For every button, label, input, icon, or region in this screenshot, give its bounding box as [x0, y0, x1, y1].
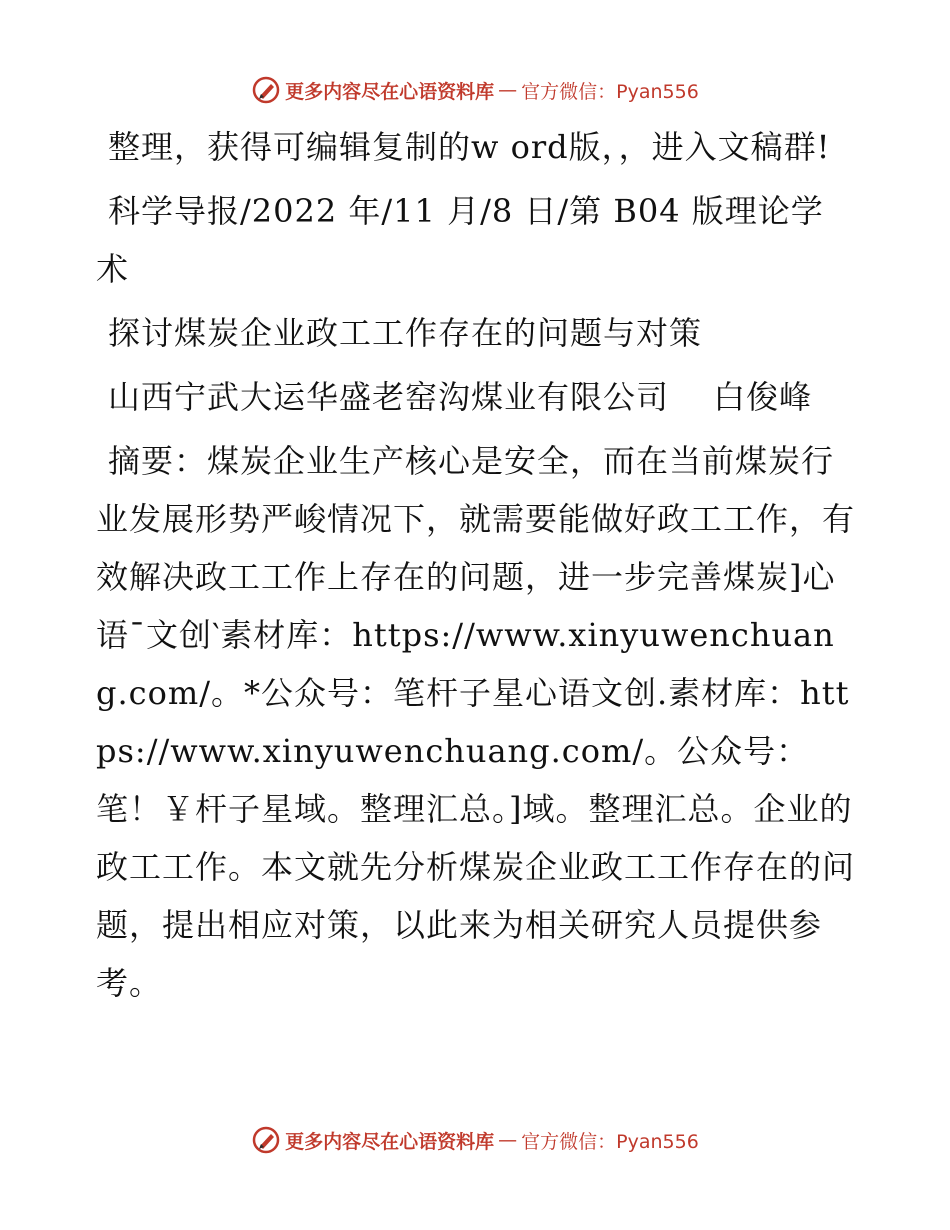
banner-separator: —	[498, 79, 518, 101]
banner-main-text: 更多内容尽在心语资料库	[285, 80, 495, 103]
abstract-paragraph: 摘要：煤炭企业生产核心是安全，而在当前煤炭行业发展形势严峻情况下，就需要能做好政工工作，有效解决政工工作上存在的问题，进一步完善煤炭]心语¯文创‵素材库：https://www.xinyuwenchuang.com/。*公众号：笔杆子星心语文创.素材库：https://www.xinyuwenchuang.com/。公众号：笔！￥杆子星域。整理汇总。]域。整理汇总。企业的政工工作。本文就先分析煤炭企业政工工作存在的问题，提出相应对策，以此来为相关研究人员提供参考。	[96, 442, 856, 1002]
intro-paragraph: 整理，获得可编辑复制的w ord版，，进入文稿群!	[108, 128, 831, 166]
author-line: 山西宁武大运华盛老窑沟煤业有限公司 白俊峰	[108, 378, 813, 416]
document-body	[96, 118, 856, 1018]
banner-wechat-text: 官方微信：Pyan556	[521, 1130, 699, 1153]
pen-circle-logo-icon	[251, 1125, 281, 1155]
source-line: 科学导报/2022 年/11 月/8 日/第 B04 版理论学术	[96, 192, 824, 288]
pen-circle-logo-icon	[251, 75, 281, 105]
banner-wechat-text: 官方微信：Pyan556	[521, 80, 699, 103]
banner-main-text: 更多内容尽在心语资料库	[285, 1130, 495, 1153]
article-title: 探讨煤炭企业政工工作存在的问题与对策	[108, 314, 703, 352]
header-banner	[0, 72, 950, 108]
footer-banner	[0, 1122, 950, 1158]
banner-separator: —	[498, 1129, 518, 1151]
